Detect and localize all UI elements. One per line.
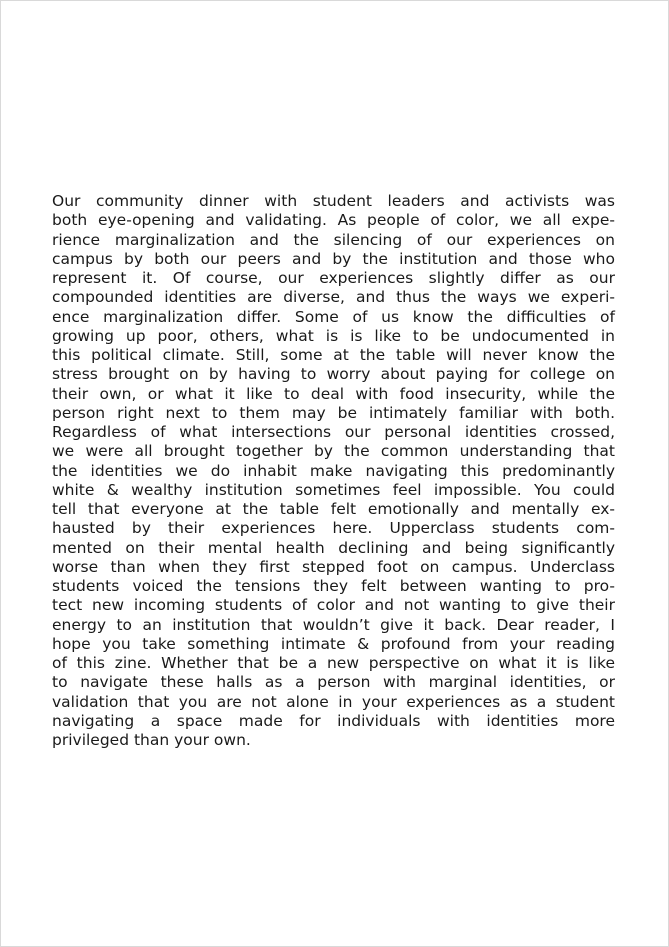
text-line: tell that everyone at the table felt emotionally and mentally ex- (52, 500, 615, 518)
text-line: compounded identities are diverse, and thus the ways we experi- (52, 288, 615, 307)
text-line: navigating a space made for individuals with identities more (52, 711, 615, 730)
text-line: this political climate. Still, some at the table will never know the (52, 346, 615, 364)
text-line: tect new incoming students of color and not wanting to give their (52, 596, 615, 615)
text-line: white & wealthy institution sometimes feel impossible. You could (52, 480, 615, 499)
text-line: represent it. Of course, our experiences slightly differ as our (52, 269, 615, 287)
text-line: we were all brought together by the common understanding that (52, 442, 615, 461)
text-line: mented on their mental health declining and being significantly (52, 538, 615, 557)
text-line: both eye-opening and validating. As people of color, we all expe- (52, 211, 615, 230)
text-line: ence marginalization differ. Some of us know the difficulties of (52, 307, 615, 326)
text-line: Regardless of what intersections our personal identities crossed, (52, 423, 615, 441)
text-line: of this zine. Whether that be a new perspective on what it is like (52, 654, 615, 672)
text-line: worse than when they first stepped foot on campus. Underclass (52, 557, 615, 576)
text-line: validation that you are not alone in your experiences as a student (52, 692, 615, 711)
text-line: energy to an institution that wouldn’t give it back. Dear reader, I (52, 615, 615, 634)
text-line: campus by both our peers and by the institution and those who (52, 249, 615, 268)
text-line: rience marginalization and the silencing of our experiences on (52, 230, 615, 249)
text-line: students voiced the tensions they felt between wanting to pro- (52, 577, 615, 595)
text-line: Our community dinner with student leaders and activists was (52, 192, 615, 210)
text-line: growing up poor, others, what is is like to be undocumented in (52, 326, 615, 345)
body-paragraph (52, 192, 615, 750)
text-line: their own, or what it like to deal with food insecurity, while the (52, 384, 615, 403)
text-line: person right next to them may be intimately familiar with both. (52, 403, 615, 422)
text-line: the identities we do inhabit make navigating this predominantly (52, 461, 615, 480)
text-line: hope you take something intimate & profound from your reading (52, 634, 615, 653)
text-line: stress brought on by having to worry about paying for college on (52, 365, 615, 384)
text-line: hausted by their experiences here. Upperclass students com- (52, 519, 615, 538)
text-line: privileged than your own. (52, 731, 251, 749)
text-line: to navigate these halls as a person with marginal identities, or (52, 673, 615, 692)
